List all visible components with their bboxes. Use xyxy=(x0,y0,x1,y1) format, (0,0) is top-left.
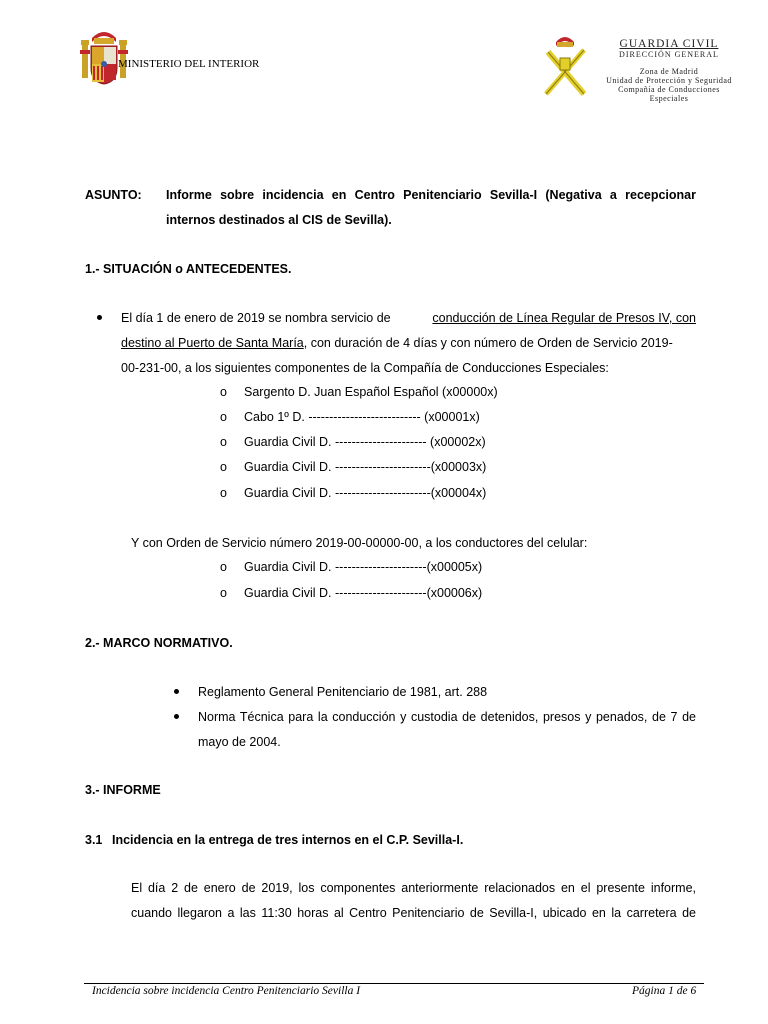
second-order-text: Y con Orden de Servicio número 2019-00-00000-00, a los conductores del celular: xyxy=(131,536,588,550)
bullet-text: , con duración de 4 días y con número de Orden de Servicio 2019- xyxy=(303,336,673,350)
component-item: Cabo 1º D. --------------------------- (x00001x) xyxy=(244,410,480,424)
gc-line: Compañía de Conducciones xyxy=(618,85,720,94)
footer-title: Incidencia sobre incidencia Centro Penitenciario Sevilla I xyxy=(92,985,361,997)
component-item: Sargento D. Juan Español Español (x00000x) xyxy=(244,385,498,399)
report-paragraph-line-2: cuando llegaron a las 11:30 horas al Centro Penitenciario de Sevilla-I, ubicado en la carretera de xyxy=(131,906,696,920)
normative-item: Norma Técnica para la conducción y custodia de detenidos, presos y penados, de 7 de xyxy=(198,710,696,724)
subsection-heading: Incidencia en la entrega de tres internos en el C.P. Sevilla-I. xyxy=(112,833,464,847)
section-1-bullet-line-1 xyxy=(121,306,696,331)
bullet-icon xyxy=(97,315,102,320)
bullet-underlined-text: destino al Puerto de Santa María xyxy=(121,336,304,350)
sub-bullet-icon: o xyxy=(220,410,227,424)
driver-item: Guardia Civil D. ----------------------(x00006x) xyxy=(244,586,483,600)
report-paragraph-line-1: El día 2 de enero de 2019, los componentes anteriormente relacionados en el presente informe, xyxy=(131,881,696,895)
sub-bullet-icon: o xyxy=(220,486,227,500)
asunto-line-1: Informe sobre incidencia en Centro Penitenciario Sevilla-I (Negativa a recepcionar xyxy=(166,188,696,202)
section-1-bullet-line-3: 00-231-00, a los siguientes componentes de la Compañía de Conducciones Especiales: xyxy=(121,361,609,375)
bullet-text: El día 1 de enero de 2019 se nombra servicio de xyxy=(121,311,391,325)
sub-bullet-icon: o xyxy=(220,435,227,449)
component-item: Guardia Civil D. -----------------------(x00004x) xyxy=(244,486,487,500)
component-item: Guardia Civil D. -----------------------(x00003x) xyxy=(244,460,487,474)
bullet-icon xyxy=(174,714,179,719)
normative-item-continued: mayo de 2004. xyxy=(198,735,281,749)
section-2-heading: 2.- MARCO NORMATIVO. xyxy=(85,636,233,650)
gc-line: Especiales xyxy=(649,94,689,103)
ministry-name: MINISTERIO DEL INTERIOR xyxy=(118,58,260,70)
coat-of-arms-spain xyxy=(80,28,128,86)
component-item: Guardia Civil D. ---------------------- (x00002x) xyxy=(244,435,486,449)
bullet-underlined-text: conducción de Línea Regular de Presos IV, con xyxy=(432,311,696,325)
section-3-heading: 3.- INFORME xyxy=(85,783,161,797)
bullet-icon xyxy=(174,689,179,694)
footer-divider xyxy=(84,983,704,984)
guardia-civil-emblem xyxy=(540,34,590,98)
asunto-line-2: internos destinados al CIS de Sevilla). xyxy=(166,213,392,227)
driver-item: Guardia Civil D. ----------------------(x00005x) xyxy=(244,560,483,574)
sub-bullet-icon: o xyxy=(220,460,227,474)
section-1-heading: 1.- SITUACIÓN o ANTECEDENTES. xyxy=(85,262,292,276)
sub-bullet-icon: o xyxy=(220,385,227,399)
guardia-civil-block xyxy=(596,38,742,103)
footer-page-number: Página 1 de 6 xyxy=(632,985,697,997)
normative-item: Reglamento General Penitenciario de 1981, art. 288 xyxy=(198,685,488,699)
sub-bullet-icon: o xyxy=(220,586,227,600)
gc-subtitle: DIRECCIÓN GENERAL xyxy=(619,50,719,59)
gc-title: GUARDIA CIVIL xyxy=(619,38,719,50)
gc-line: Zona de Madrid xyxy=(639,67,699,76)
subsection-number: 3.1 xyxy=(85,833,103,847)
sub-bullet-icon: o xyxy=(220,560,227,574)
asunto-label: ASUNTO: xyxy=(85,188,142,202)
section-1-bullet-line-2 xyxy=(121,331,696,356)
gc-line: Unidad de Protección y Seguridad xyxy=(606,76,732,85)
